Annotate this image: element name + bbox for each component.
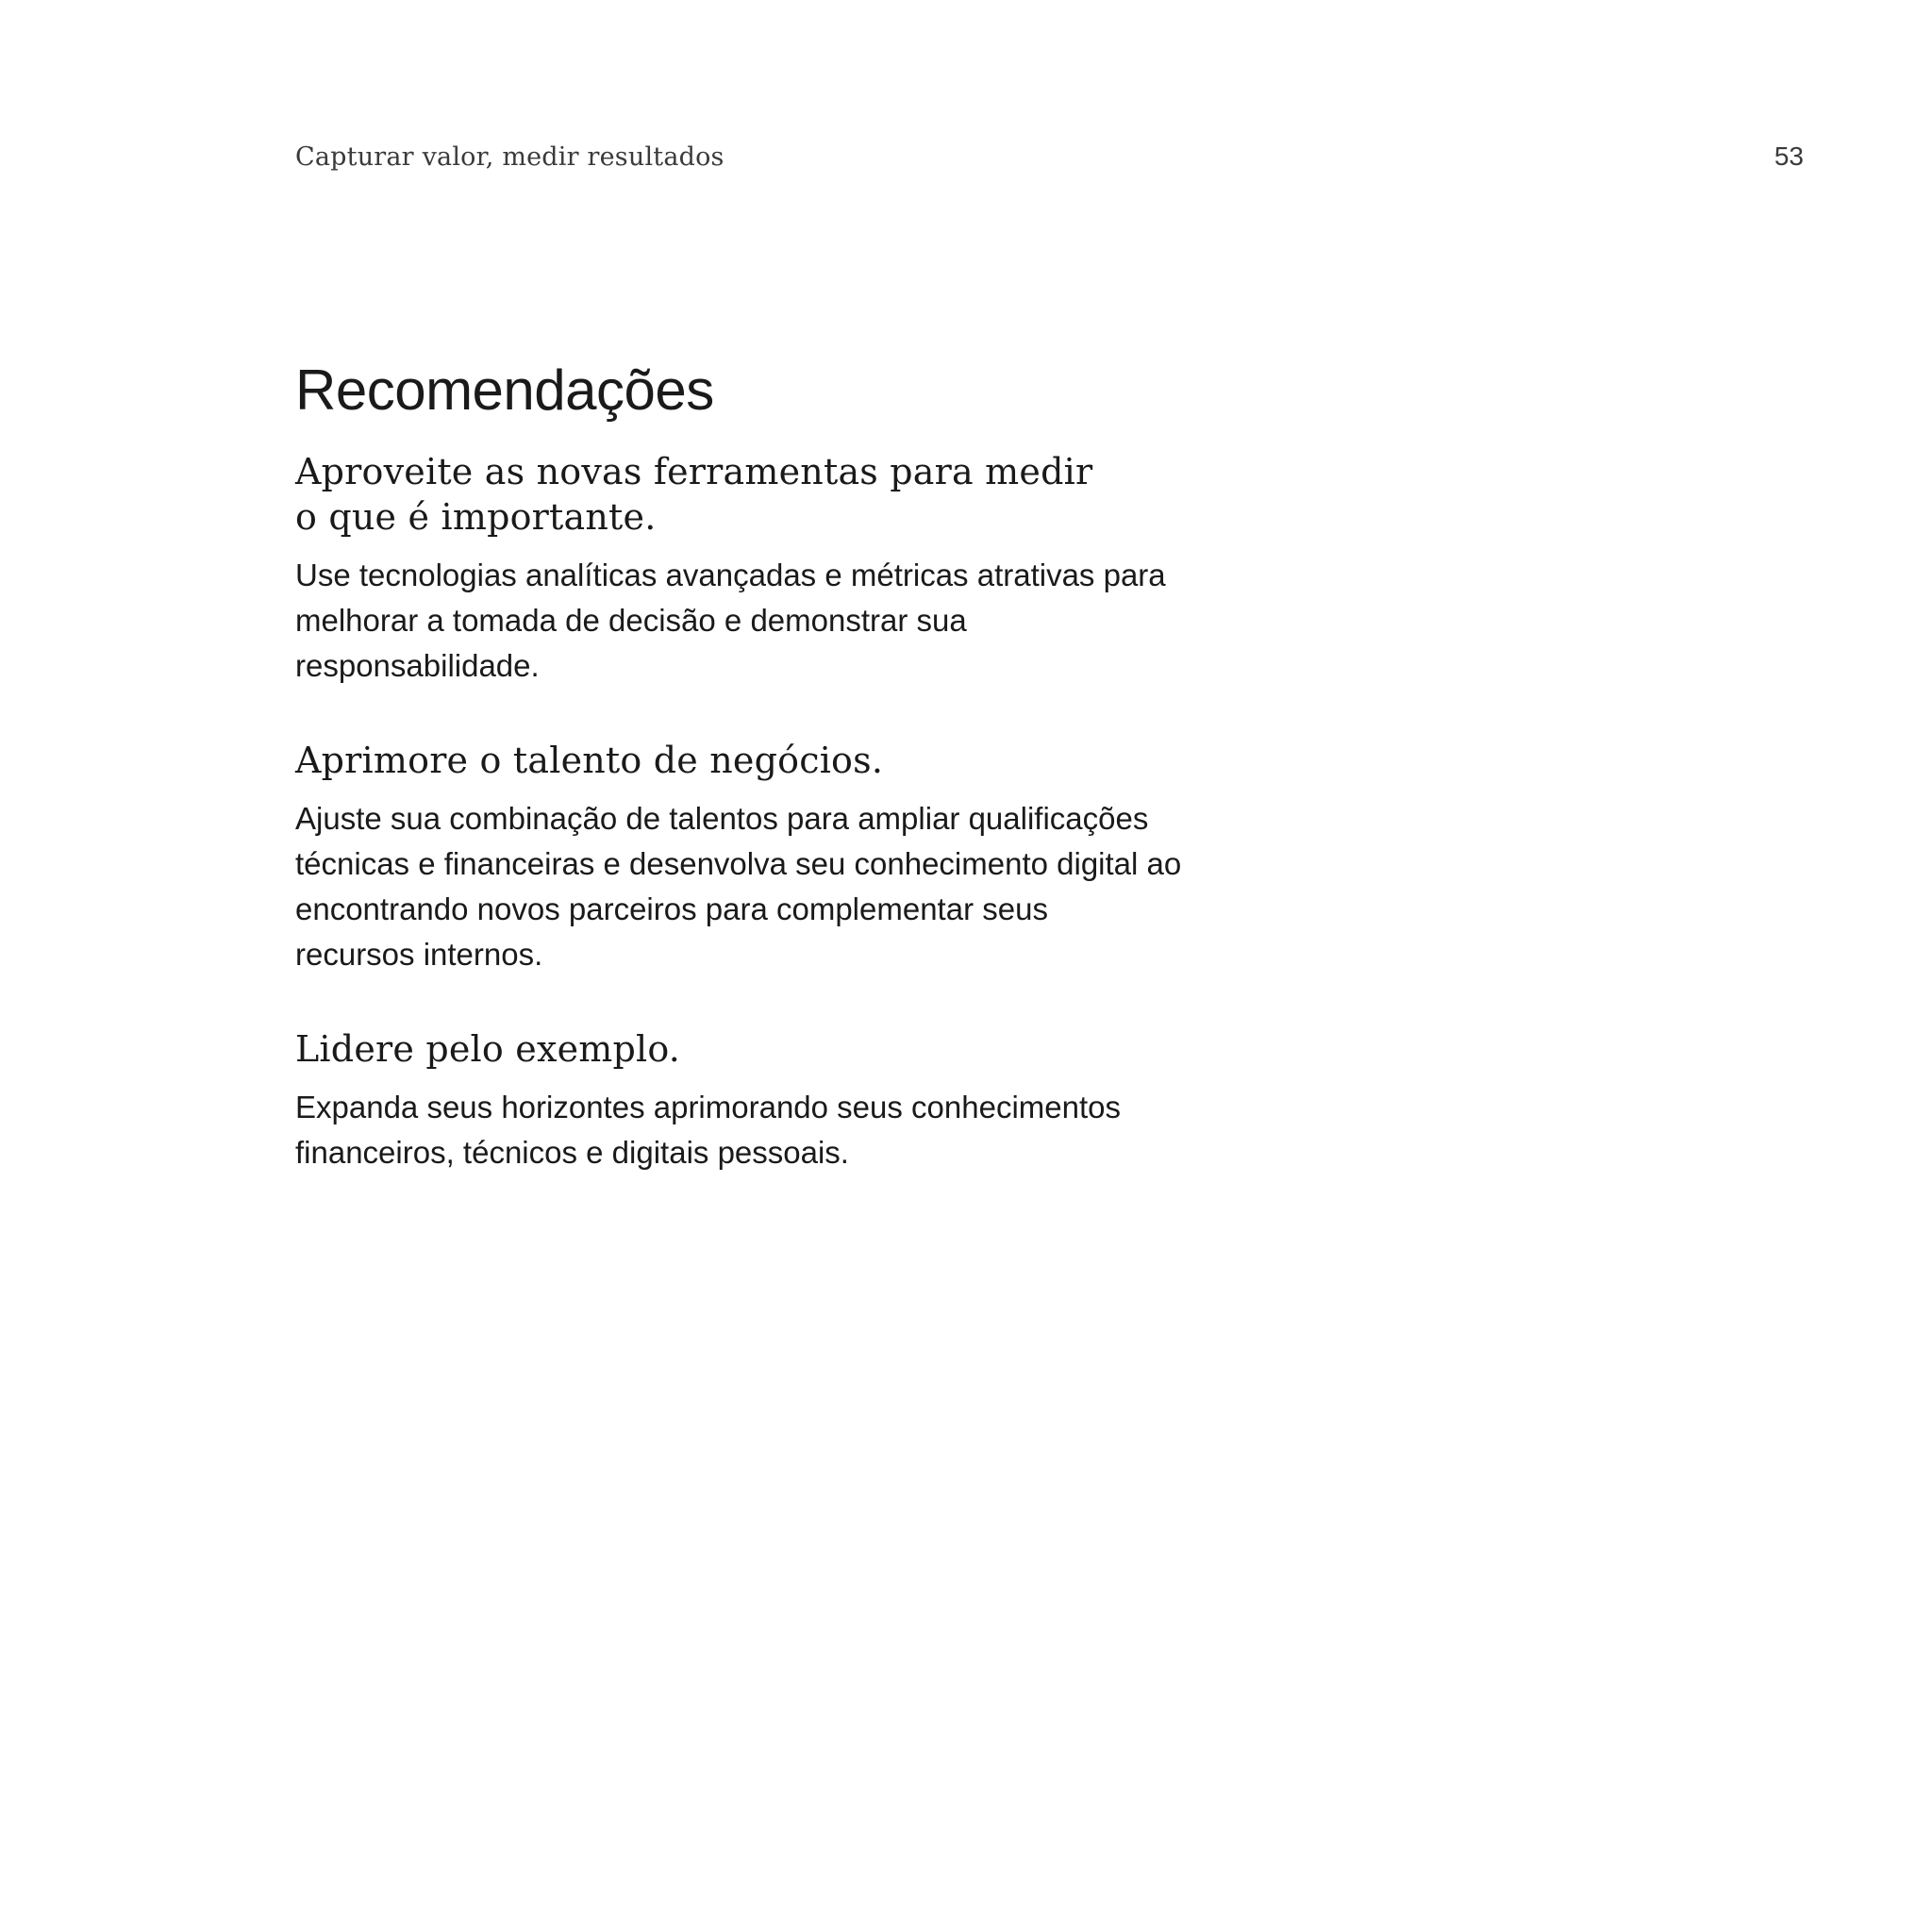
running-title: Capturar valor, medir resultados bbox=[295, 142, 724, 172]
section-heading: Aprimore o talento de negócios. bbox=[295, 740, 884, 781]
section-body: Use tecnologias analíticas avançadas e métricas atrativas para melhorar a tomada de decisão e demonstrar sua responsabilidade. bbox=[295, 558, 1166, 683]
section-heading: Lidere pelo exemplo. bbox=[295, 1028, 681, 1070]
recommendation-section-3 bbox=[295, 1026, 1239, 1175]
page-title: Recomendações bbox=[295, 358, 714, 422]
recommendation-section-1 bbox=[295, 449, 1239, 689]
section-body: Expanda seus horizontes aprimorando seus conhecimentos financeiros, técnicos e digitais pessoais. bbox=[295, 1090, 1122, 1170]
section-body: Ajuste sua combinação de talentos para ampliar qualificações técnicas e financeiras e desenvolva seu conhecimento digital ao encontrando novos parceiros para complementar seus recursos internos. bbox=[295, 801, 1182, 972]
page-number: 53 bbox=[1774, 142, 1804, 171]
recommendation-section-2 bbox=[295, 738, 1239, 977]
section-heading: Aproveite as novas ferramentas para medir o que é importante. bbox=[295, 451, 1093, 538]
main-content bbox=[295, 357, 1239, 1224]
running-header bbox=[295, 138, 1804, 175]
